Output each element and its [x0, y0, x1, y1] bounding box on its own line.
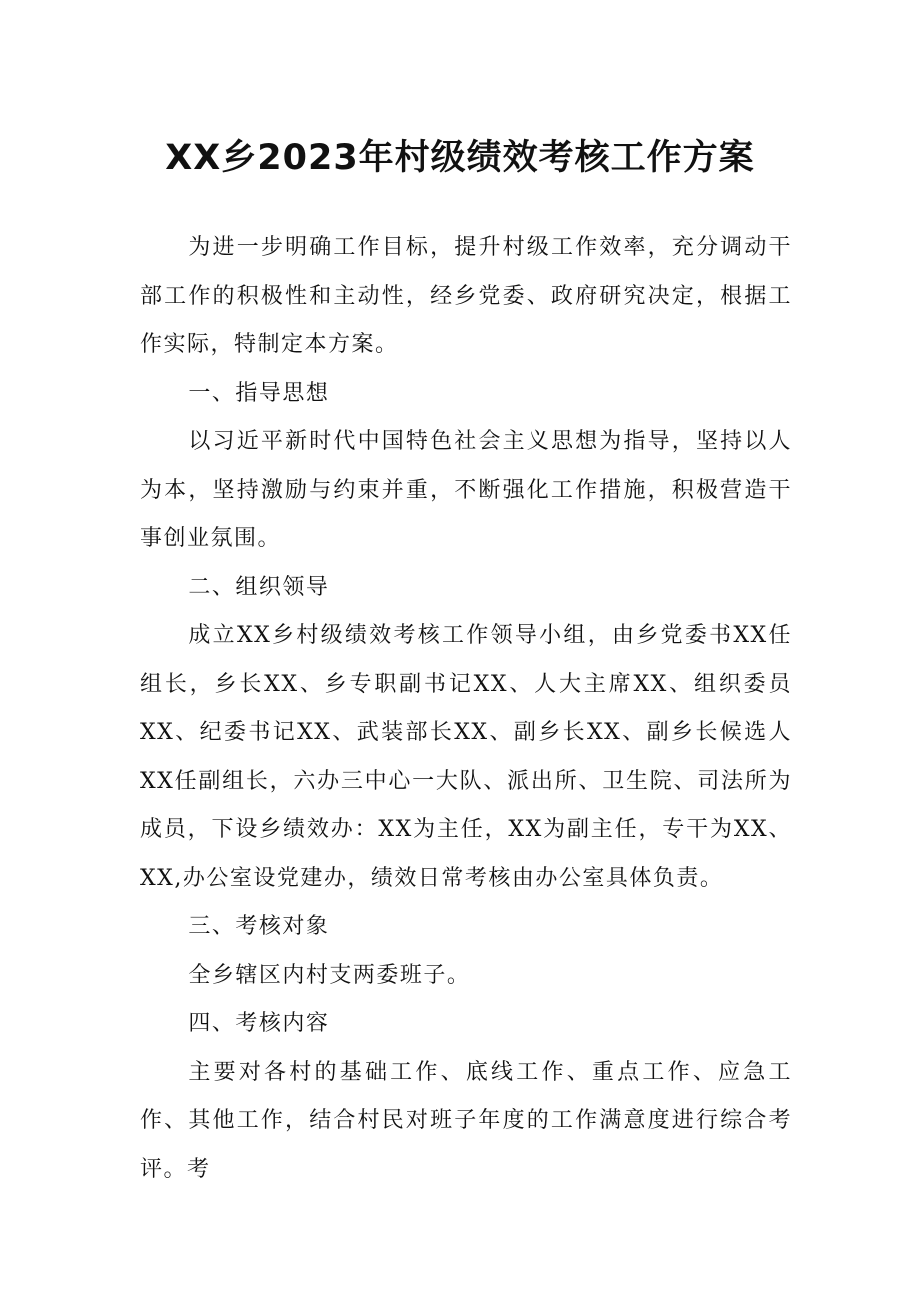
section-heading-guiding-ideology: 一、指导思想	[188, 380, 330, 406]
intro-paragraph: 为进一步明确工作目标，提升村级工作效率，充分调动干部工作的积极性和主动性，经乡党委、政府研究决定，根据工作实际，特制定本方案。	[140, 235, 792, 357]
section-heading-assessment-targets: 三、考核对象	[188, 914, 330, 939]
document-body	[140, 224, 792, 1194]
assessment-content-paragraph: 主要对各村的基础工作、底线工作、重点工作、应急工作、其他工作，结合村民对班子年度的工作满意度进行综合考评。考	[140, 1059, 792, 1182]
guiding-ideology-paragraph: 以习近平新时代中国特色社会主义思想为指导，坚持以人为本，坚持激励与约束并重，不断强化工作措施，积极营造干事创业氛围。	[140, 429, 792, 551]
assessment-targets-paragraph: 全乡辖区内村支两委班子。	[188, 962, 471, 988]
section-heading-organization: 二、组织领导	[188, 574, 330, 600]
organization-paragraph: 成立XX乡村级绩效考核工作领导小组，由乡党委书XX任组长，乡长XX、乡专职副书记XX、人大主席XX、组织委员XX、纪委书记XX、武装部长XX、副乡长XX、副乡长候选人XX任副组长，六办三中心一大队、派出所、卫生院、司法所为成员，下设乡绩效办：XX为主任，XX为副主任，专干为XX、XX,办公室设党建办，绩效日常考核由办公室具体负责。	[140, 623, 792, 891]
section-heading-assessment-content: 四、考核内容	[188, 1011, 330, 1036]
document-title: XX乡2023年村级绩效考核工作方案	[165, 138, 755, 178]
